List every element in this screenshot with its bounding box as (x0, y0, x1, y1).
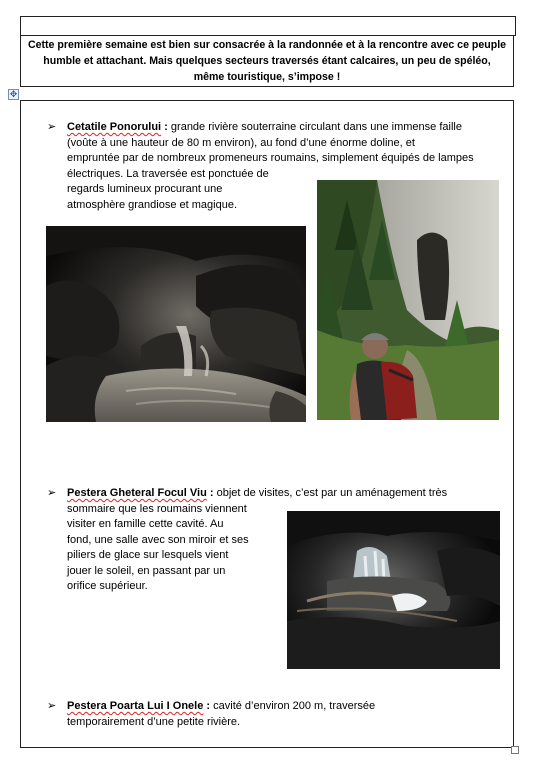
section-1-line-6: atmosphère grandiose et magique. (67, 198, 237, 211)
section-1-line-5: regards lumineux procurant une (67, 183, 223, 195)
bullet-arrow-icon: ➢ (47, 487, 57, 499)
gorge-hiker-photo (317, 180, 499, 420)
section-1-text-1: grande rivière souterraine circulant dans une immense faille (167, 121, 462, 133)
section-2-line-5: piliers de glace sur lesquels vient (67, 549, 229, 561)
content-table-cell (20, 100, 514, 748)
section-1-line-2: (voûte à une hauteur de 80 m environ), au fond d’une énorme doline, et (67, 136, 415, 149)
bullet-arrow-icon: ➢ (47, 700, 57, 712)
section-2-text-1: objet de visites, c’est par un aménagement très (213, 487, 448, 499)
section-3-title: Pestera Poarta Lui I Onele (67, 700, 204, 712)
section-pestera-poarta-lui-i-onele (67, 699, 507, 730)
section-1-separator: : (161, 121, 168, 133)
section-2-line-1 (67, 486, 507, 502)
section-1-line-4: électriques. La traversée est ponctuée de (67, 167, 269, 180)
section-3-line-1 (67, 699, 507, 715)
section-1-line-3: empruntée par de nombreux promeneurs roumains, simplement équipés de lampes (67, 152, 474, 164)
section-2-line-6: jouer le soleil, en passant par un (67, 564, 226, 577)
ice-cave-photo (287, 511, 500, 669)
bullet-arrow-icon: ➢ (47, 121, 57, 133)
section-2-line-3: visiter en famille cette cavité. Au (67, 518, 224, 530)
cave-river-photo (46, 226, 306, 422)
table-resize-handle[interactable] (511, 746, 519, 754)
section-2-line-4: fond, une salle avec son miroir et ses (67, 533, 249, 546)
section-3-separator: : (203, 700, 211, 712)
table-move-handle-icon[interactable]: ✥ (9, 89, 18, 99)
section-3-text-1: cavité d’environ 200 m, traversée (210, 700, 376, 712)
section-2-separator: : (206, 487, 214, 499)
section-2-line-7: orifice supérieur. (67, 580, 148, 592)
section-1-title: Cetatile Ponorului (67, 121, 162, 133)
section-1-line-1 (67, 120, 507, 136)
section-2-title: Pestera Gheteral Focul Viu (67, 487, 207, 499)
section-3-line-2: temporairement d’une petite rivière. (67, 715, 241, 728)
section-2-line-2: sommaire que les roumains viennent (67, 502, 247, 515)
intro-paragraph: Cette première semaine est bien sur consacrée à la randonnée et à la rencontre avec ce peuple humble et attachant. Mais quelques secteurs traversés étant calcaires, un peu de spéléo, même touristique, s’impose ! (20, 35, 514, 87)
empty-header-cell (20, 16, 516, 36)
